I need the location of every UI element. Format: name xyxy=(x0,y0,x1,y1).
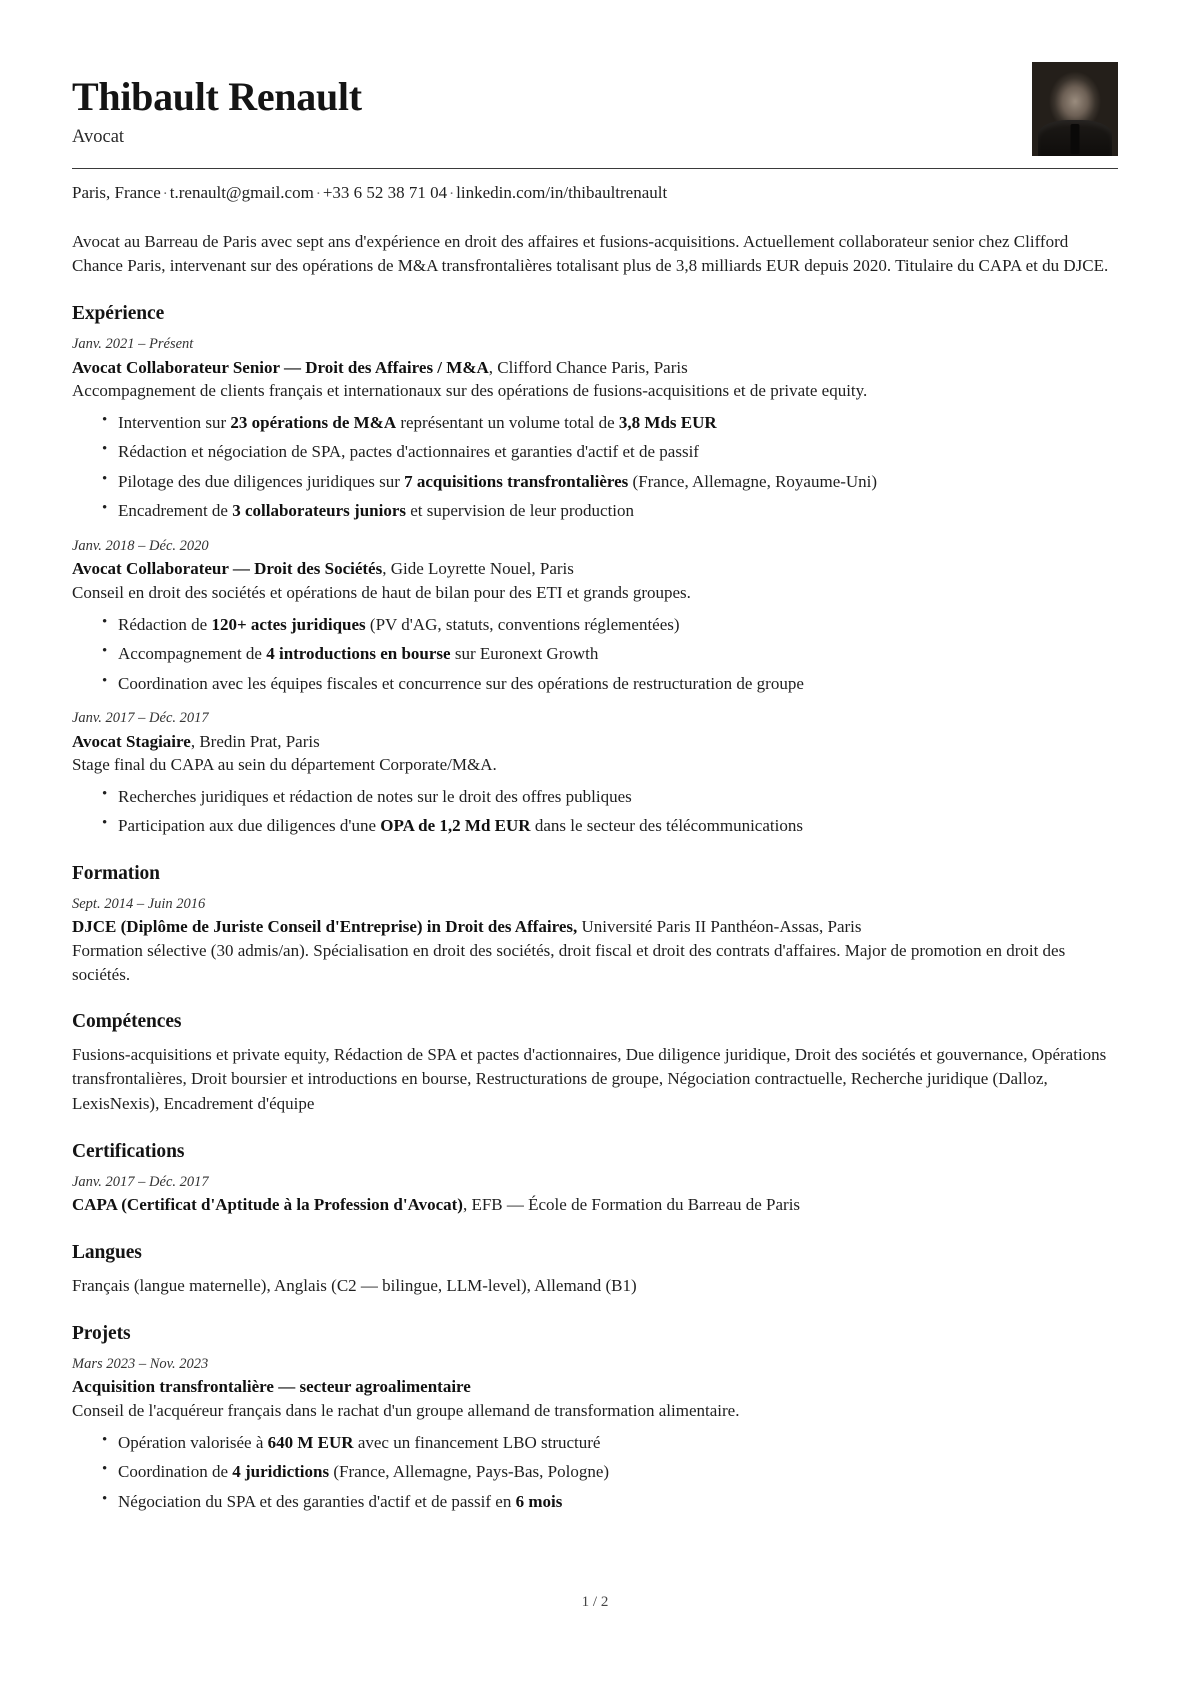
entry-bullet-list xyxy=(72,411,1118,523)
bullet-text: Intervention sur xyxy=(118,413,231,432)
bullet-text: (France, Allemagne, Royaume-Uni) xyxy=(628,471,878,491)
entry-description: Formation sélective (30 admis/an). Spécialisation en droit des sociétés, droit fiscal et droit des contrats d'affaires. Major de promotion en droit des sociétés. xyxy=(72,940,1066,984)
bullet-text: Rédaction de xyxy=(118,614,212,634)
section-competences xyxy=(72,1011,1118,1115)
contact-email[interactable]: t.renault@gmail.com xyxy=(169,183,314,202)
bullet-highlight: 4 juridictions xyxy=(232,1462,330,1482)
bullet-highlight: 120+ actes juridiques xyxy=(211,614,366,634)
bullet-text: avec un financement LBO structuré xyxy=(353,1432,601,1452)
entry-date: Janv. 2017 – Déc. 2017 xyxy=(72,709,209,726)
section-title-certifications: Certifications xyxy=(72,1140,185,1162)
contact-separator: · xyxy=(315,186,321,202)
bullet-text: et supervision de leur production xyxy=(406,501,635,521)
entry-organization: , EFB — École de Formation du Barreau de Paris xyxy=(462,1195,801,1215)
bullet-item xyxy=(102,672,1118,695)
entry xyxy=(72,1355,1118,1513)
section-title-experience: Expérience xyxy=(72,303,165,325)
entry-description: Accompagnement de clients français et internationaux sur des opérations de fusions-acquisitions et de private equity. xyxy=(72,381,868,401)
bullet-highlight: OPA de 1,2 Md EUR xyxy=(380,816,531,836)
experience-entries xyxy=(72,335,1118,838)
entry-organization: , Gide Loyrette Nouel, Paris xyxy=(382,559,574,579)
bullet-text: Encadrement de xyxy=(118,501,233,521)
header-divider xyxy=(72,168,1118,169)
bullet-item xyxy=(102,499,1118,522)
bullet-item xyxy=(102,1460,1118,1483)
resume-header xyxy=(72,62,1118,156)
bullet-text: Opération valorisée à xyxy=(118,1432,268,1452)
bullet-highlight: 23 opérations de M&A xyxy=(230,413,397,432)
entry xyxy=(72,895,1118,987)
bullet-item xyxy=(102,785,1118,808)
bullet-text: Rédaction et négociation de SPA, pactes d'actionnaires et garanties d'actif et de passif xyxy=(118,442,699,462)
entry-title xyxy=(72,557,1118,580)
bullet-text: Participation aux due diligences d'une xyxy=(118,816,381,836)
bullet-item xyxy=(102,1490,1118,1513)
entry-title xyxy=(72,730,1118,753)
langues-text: Français (langue maternelle), Anglais (C2 — bilingue, LLM-level), Allemand (B1) xyxy=(72,1275,637,1295)
entry-title xyxy=(72,356,1118,379)
entry-bullet-list xyxy=(72,613,1118,695)
entry-bullet-list xyxy=(72,1431,1118,1513)
bullet-text: Coordination de xyxy=(118,1462,233,1482)
profile-photo xyxy=(1032,62,1118,156)
contact-separator: · xyxy=(449,186,455,202)
candidate-role: Avocat xyxy=(72,127,125,147)
bullet-item xyxy=(102,642,1118,665)
section-experience xyxy=(72,303,1118,838)
entry-role: Avocat Stagiaire xyxy=(72,731,191,751)
competences-text: Fusions-acquisitions et private equity, Rédaction de SPA et pactes d'actionnaires, Due diligence juridique, Droit des sociétés et gouvernance, Opérations transfrontalières, Droit boursier et introductions en bourse, Restructurations de groupe, Négociation contractuelle, Recherche juridique (Dalloz, LexisNexis), Encadrement d'équipe xyxy=(72,1045,1107,1113)
contact-separator: · xyxy=(162,186,168,202)
bullet-text: sur Euronext Growth xyxy=(450,644,599,664)
projets-entries xyxy=(72,1355,1118,1513)
header-text-block xyxy=(72,62,362,148)
bullet-highlight: 4 introductions en bourse xyxy=(266,644,451,664)
bullet-text: (France, Allemagne, Pays-Bas, Pologne) xyxy=(329,1462,610,1482)
section-langues xyxy=(72,1242,1118,1298)
entry-date: Janv. 2021 – Présent xyxy=(72,336,194,353)
contact-line xyxy=(72,182,1118,205)
bullet-text: Coordination avec les équipes fiscales et concurrence sur des opérations de restructuration de groupe xyxy=(118,673,804,693)
entry-role: Avocat Collaborateur — Droit des Sociétés xyxy=(72,559,383,579)
entry-role: DJCE (Diplôme de Juriste Conseil d'Entreprise) in Droit des Affaires, xyxy=(72,917,578,937)
entry-title xyxy=(72,1193,1118,1216)
entry xyxy=(72,335,1118,523)
entry-date: Mars 2023 – Nov. 2023 xyxy=(72,1355,209,1372)
entry xyxy=(72,709,1118,838)
bullet-highlight: 3 collaborateurs juniors xyxy=(232,501,406,521)
bullet-item xyxy=(102,411,1118,434)
entry-organization: Université Paris II Panthéon-Assas, Paris xyxy=(577,917,862,937)
entry-title xyxy=(72,1375,1118,1398)
bullet-text: dans le secteur des télécommunications xyxy=(530,816,803,836)
certifications-entries xyxy=(72,1173,1118,1217)
entry-date: Janv. 2018 – Déc. 2020 xyxy=(72,537,209,554)
professional-summary: Avocat au Barreau de Paris avec sept ans d'expérience en droit des affaires et fusions-acquisitions. Actuellement collaborateur senior chez Clifford Chance Paris, intervenant sur des opérations de M&A transfrontalières totalisant plus de 3,8 milliards EUR depuis 2020. Titulaire du CAPA et du DJCE. xyxy=(72,231,1109,276)
entry-role: Avocat Collaborateur Senior — Droit des Affaires / M&A xyxy=(72,357,489,377)
contact-linkedin[interactable]: linkedin.com/in/thibaultrenault xyxy=(456,183,668,202)
entry-bullet-list xyxy=(72,785,1118,838)
bullet-highlight: 640 M EUR xyxy=(267,1432,354,1452)
bullet-item xyxy=(102,1431,1118,1454)
entry xyxy=(72,537,1118,695)
bullet-item xyxy=(102,613,1118,636)
contact-location: Paris, France xyxy=(72,183,161,202)
entry-date: Janv. 2017 – Déc. 2017 xyxy=(72,1173,209,1190)
page-footer xyxy=(0,1594,1190,1611)
entry xyxy=(72,1173,1118,1217)
entry-organization: , Clifford Chance Paris, Paris xyxy=(488,357,688,377)
formation-entries xyxy=(72,895,1118,987)
bullet-highlight: 3,8 Mds EUR xyxy=(618,413,717,432)
bullet-item xyxy=(102,814,1118,837)
entry-role: Acquisition transfrontalière — secteur agroalimentaire xyxy=(72,1377,471,1397)
bullet-text: représentant un volume total de xyxy=(396,413,619,432)
section-title-competences: Compétences xyxy=(72,1011,182,1033)
candidate-name: Thibault Renault xyxy=(72,74,362,119)
bullet-highlight: 7 acquisitions transfrontalières xyxy=(404,471,629,491)
section-certifications xyxy=(72,1141,1118,1217)
section-title-langues: Langues xyxy=(72,1241,142,1263)
section-title-projets: Projets xyxy=(72,1322,131,1344)
bullet-text: Pilotage des due diligences juridiques sur xyxy=(118,471,405,491)
bullet-text: Accompagnement de xyxy=(118,644,267,664)
bullet-item xyxy=(102,440,1118,463)
bullet-text: (PV d'AG, statuts, conventions réglementées) xyxy=(365,614,680,634)
bullet-item xyxy=(102,470,1118,493)
section-title-formation: Formation xyxy=(72,862,160,884)
page-indicator: 1 / 2 xyxy=(581,1594,609,1610)
entry-description: Conseil en droit des sociétés et opérations de haut de bilan pour des ETI et grands groupes. xyxy=(72,582,691,602)
bullet-text: Négociation du SPA et des garanties d'actif et de passif en xyxy=(118,1491,516,1511)
entry-date: Sept. 2014 – Juin 2016 xyxy=(72,895,206,912)
entry-organization: , Bredin Prat, Paris xyxy=(190,731,320,751)
entry-description: Conseil de l'acquéreur français dans le rachat d'un groupe allemand de transformation alimentaire. xyxy=(72,1400,740,1420)
entry-title xyxy=(72,915,1118,938)
bullet-highlight: 6 mois xyxy=(515,1491,563,1511)
bullet-text: Recherches juridiques et rédaction de notes sur le droit des offres publiques xyxy=(118,786,632,806)
section-formation xyxy=(72,863,1118,987)
section-projets xyxy=(72,1323,1118,1513)
entry-description: Stage final du CAPA au sein du département Corporate/M&A. xyxy=(72,755,497,774)
entry-role: CAPA (Certificat d'Aptitude à la Profession d'Avocat) xyxy=(72,1195,463,1215)
contact-phone[interactable]: +33 6 52 38 71 04 xyxy=(322,183,448,202)
